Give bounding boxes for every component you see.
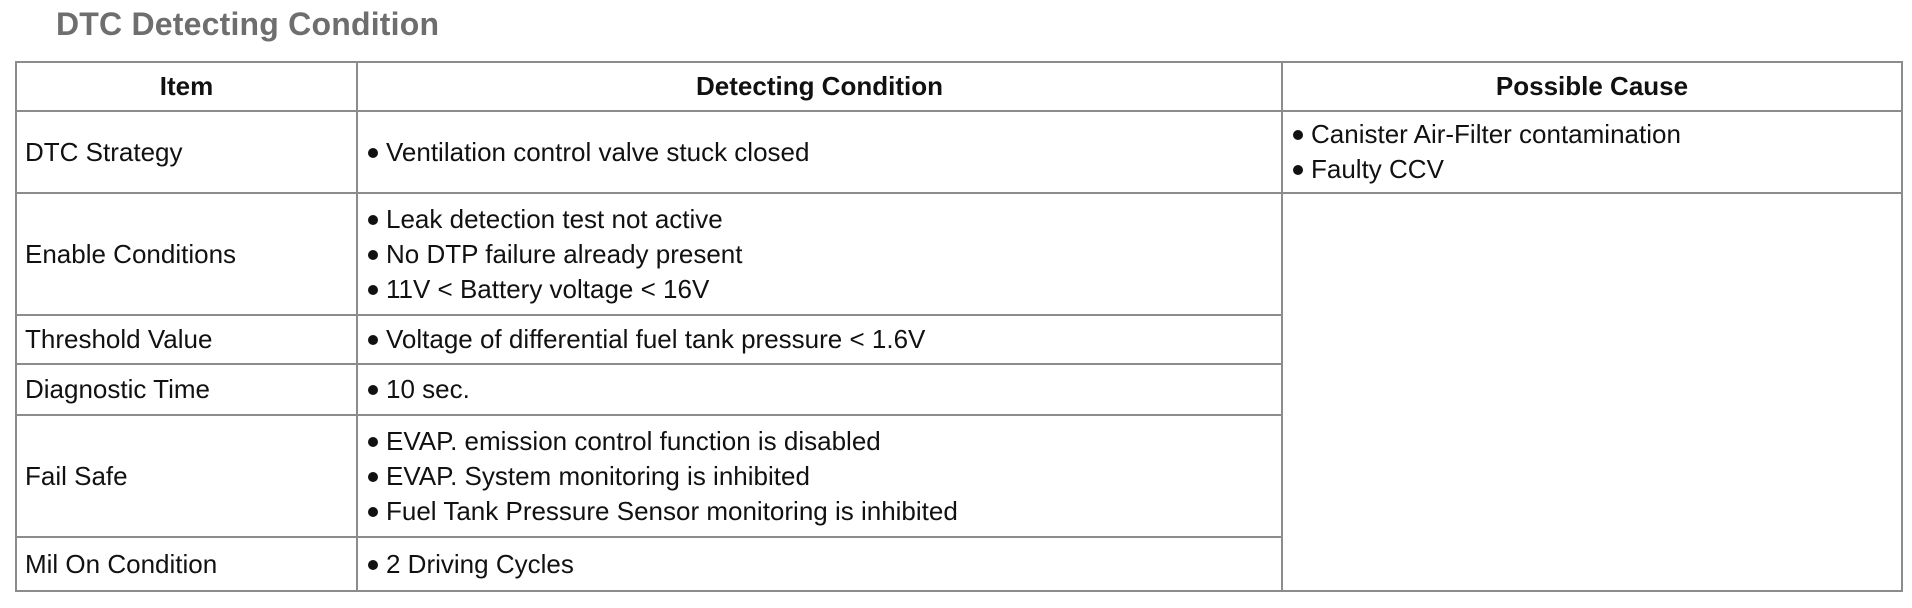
dtc-condition-table [15,61,1903,592]
condition-bullet: 2 Driving Cycles [366,547,1273,582]
row-item-label: DTC Strategy [16,111,357,193]
condition-bullet: Leak detection test not active [366,202,1273,237]
condition-bullet: 11V < Battery voltage < 16V [366,272,1273,307]
cause-list [1291,117,1893,187]
row-item-label: Fail Safe [16,415,357,537]
condition-bullet: EVAP. System monitoring is inhibited [366,459,1273,494]
cause-bullet: Canister Air-Filter contamination [1291,117,1893,152]
row-conditions [357,364,1282,415]
condition-list [366,202,1273,307]
cause-bullet: Faulty CCV [1291,152,1893,187]
header-detecting-condition: Detecting Condition [357,62,1282,111]
condition-bullet: EVAP. emission control function is disabled [366,424,1273,459]
row-conditions [357,315,1282,364]
header-possible-cause: Possible Cause [1282,62,1902,111]
possible-cause-empty-cell [1282,193,1902,591]
condition-bullet: Voltage of differential fuel tank pressure < 1.6V [366,322,1273,357]
condition-list [366,322,1273,357]
condition-bullet: Ventilation control valve stuck closed [366,135,1273,170]
row-item-label: Threshold Value [16,315,357,364]
condition-list [366,135,1273,170]
condition-list [366,547,1273,582]
condition-bullet: Fuel Tank Pressure Sensor monitoring is inhibited [366,494,1273,529]
condition-bullet: 10 sec. [366,372,1273,407]
table-row [16,111,1902,193]
condition-list [366,424,1273,529]
table-row [16,193,1902,315]
row-conditions [357,111,1282,193]
possible-cause-cell [1282,111,1902,193]
row-item-label: Mil On Condition [16,537,357,591]
table-header-row [16,62,1902,111]
row-conditions [357,193,1282,315]
row-item-label: Enable Conditions [16,193,357,315]
row-conditions [357,537,1282,591]
page-title: DTC Detecting Condition [56,6,440,42]
header-item: Item [16,62,357,111]
row-item-label: Diagnostic Time [16,364,357,415]
row-conditions [357,415,1282,537]
condition-bullet: No DTP failure already present [366,237,1273,272]
condition-list [366,372,1273,407]
